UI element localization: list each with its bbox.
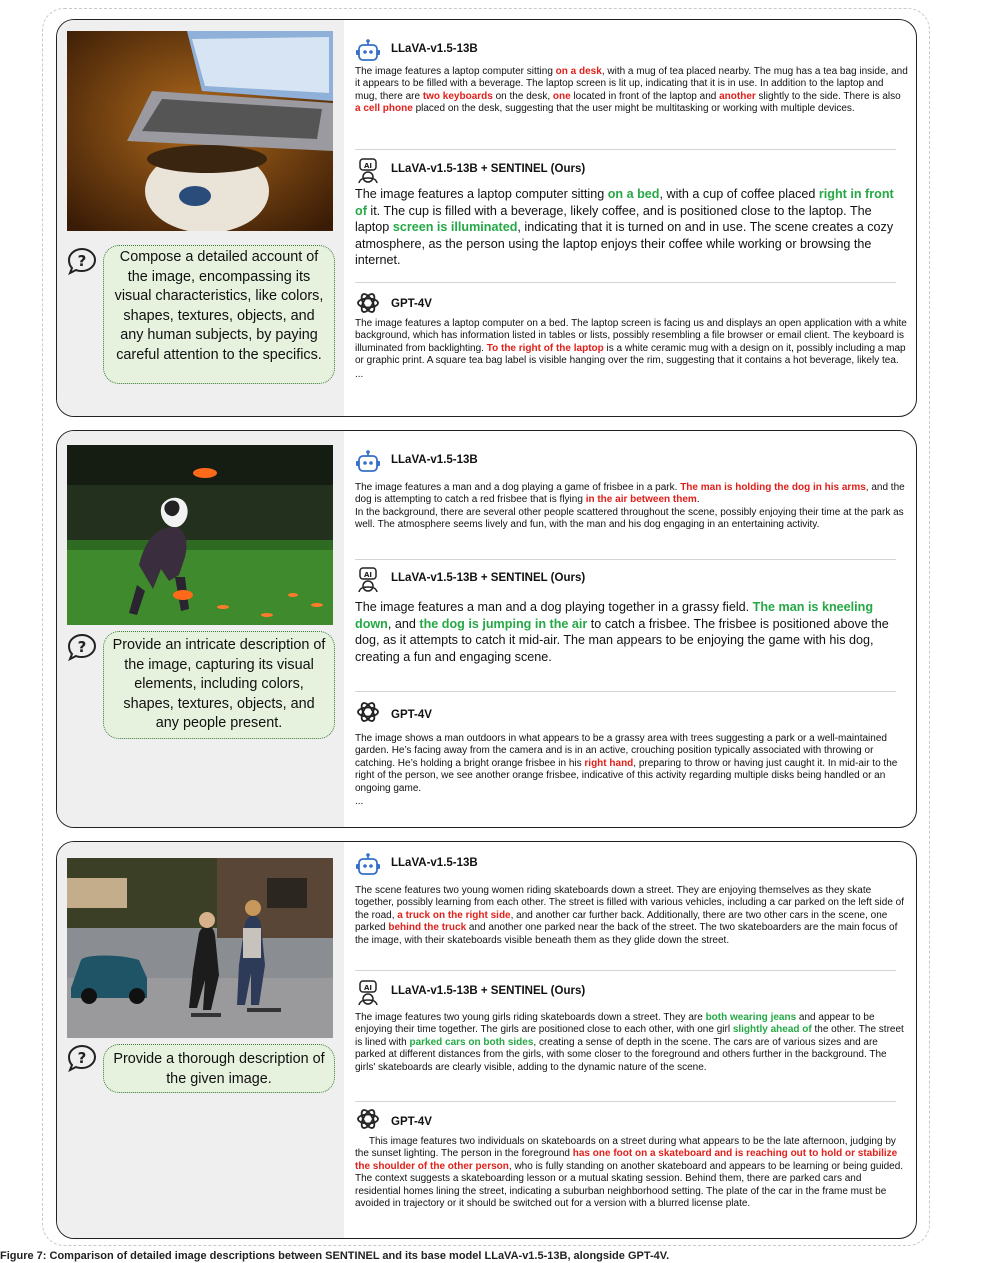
- response-text: The image features a laptop computer sitting on a bed, with a cup of coffee placed right in front of it. The cup is filled with a beverage, likely coffee, and is positioned close to the laptop. The laptop screen is illuminated, indicating that it is turned on and in use. The scene creates a cozy atmosphere, as the person using the laptop enjoys their coffee while working or browsing the internet.: [355, 187, 894, 268]
- ellipsis: ...: [355, 368, 364, 380]
- correct-highlight: the dog is jumping in the air: [419, 616, 588, 631]
- image-prompt-column: [57, 431, 344, 827]
- correct-highlight: The man is kneeling down: [355, 600, 874, 631]
- model-name: LLaVA-v1.5-13B + SENTINEL (Ours): [391, 163, 586, 175]
- example-panel-2: [56, 430, 917, 828]
- question-bubble-icon: [65, 632, 99, 662]
- sentinel-response: [355, 982, 908, 1074]
- response-text: This image features two individuals on skateboards on a street during what appears to be the late afternoon, judging by the sunset lighting. The person in the foreground has one foot on a skateboard and is reaching out to hold or stabilize the shoulder of the other person, who is fully standing on another skateboard and appears to be learning or being guided. The context suggests a skateboarding lesson or a mutual skating session. Behind them, there are parked cars and residential homes lining the street, indicating a suburban neighborhood setting. The plate of the car in the frame must be avoided in trajectory or it should be switched out for a version with a blurred license plate.: [355, 1136, 906, 1210]
- correct-highlight: right in front of: [355, 187, 894, 218]
- ai-robot-icon: [355, 158, 381, 184]
- hallucination-highlight: on a desk: [555, 66, 602, 77]
- hallucination-highlight: behind the truck: [388, 922, 467, 934]
- llava-response: [355, 854, 908, 947]
- response-text: The image features a laptop computer sitting on a desk, with a mug of tea placed nearby. The mug has a tea bag inside, and it appears to be filled with a beverage. The laptop screen is lit up, indicating that it is in use. In addition to the laptop and mug, there are two keyboards on the desk, one located in front of the laptop and another slightly to the side. There is also a cell phone placed on the desk, suggesting that the user might be multitasking or working with multiple devices.: [355, 66, 908, 115]
- model-name: GPT-4V: [391, 709, 432, 721]
- ellipsis: ...: [355, 796, 364, 808]
- hallucination-highlight: The man is holding the dog in his arms: [680, 482, 866, 493]
- hallucination-highlight: a cell phone: [355, 103, 413, 115]
- hallucination-highlight: two keyboards: [422, 90, 493, 102]
- skateboarders-photo: [67, 858, 333, 1038]
- divider: [355, 559, 896, 560]
- gpt4v-response: [355, 292, 908, 381]
- svg-text:AI: AI: [363, 162, 373, 170]
- gpt4v-response: [355, 1108, 908, 1210]
- response-text: The scene features two young women riding skateboards down a street. They are enjoying themselves as they skate together, possibly learning from each other. The street is filled with various vehicles, including a car parked on the left side of the road, a truck on the right side, and another car further back. Additionally, there are two other cars in the scene, one parked behind the truck and another one parked near the back of the street. The two skateboarders are the main focus of the image, with their skateboards visible beneath them as they glide down the street.: [355, 885, 905, 946]
- divider: [355, 970, 896, 971]
- llava-response: [355, 40, 908, 116]
- model-name: LLaVA-v1.5-13B: [391, 857, 478, 869]
- image-prompt-column: [57, 842, 344, 1238]
- ai-robot-icon: [355, 567, 381, 593]
- figure-caption: Figure 7: Comparison of detailed image descriptions between SENTINEL and its base model LLaVA-v1.5-13B, alongside GPT-4V.: [0, 1250, 670, 1262]
- correct-highlight: parked cars on both sides: [409, 1036, 534, 1048]
- prompt-box: Provide a thorough description of the given image.: [103, 1044, 335, 1093]
- correct-highlight: screen is illuminated: [392, 220, 518, 235]
- question-bubble-icon: [65, 1043, 99, 1073]
- laptop-mug-photo: [67, 31, 333, 231]
- model-name: GPT-4V: [391, 1116, 432, 1128]
- sentinel-response: [355, 160, 908, 269]
- hallucination-highlight: another: [719, 90, 756, 102]
- hallucination-highlight: a truck on the right side: [397, 909, 511, 921]
- hallucination-highlight: right hand: [584, 757, 634, 769]
- openai-logo-icon: [355, 290, 381, 316]
- model-name: LLaVA-v1.5-13B: [391, 43, 478, 55]
- hallucination-highlight: To the right of the laptop: [486, 342, 604, 354]
- svg-text:AI: AI: [363, 571, 373, 579]
- image-prompt-column: [57, 20, 344, 416]
- llava-response: [355, 451, 908, 532]
- responses-column: [355, 842, 908, 1238]
- example-panel-1: [56, 19, 917, 417]
- prompt-box: Provide an intricate description of the image, capturing its visual elements, including colors, shapes, textures, objects, and any people present.: [103, 631, 335, 739]
- responses-column: [355, 431, 908, 827]
- divider: [355, 691, 896, 692]
- example-panel-3: [56, 841, 917, 1239]
- response-text: The image features a man and a dog playing a game of frisbee in a park. The man is holding the dog in his arms, and the dog is attempting to catch a red frisbee that is flying in the air between them. In the background, there are several other people scattered throughout the scene, possibly enjoying their time at the park as well. The atmosphere seems lively and fun, with the man and his dog engaging in an entertaining activity.: [355, 482, 905, 531]
- response-text: The image features two young girls riding skateboards down a street. They are both wearing jeans and appear to be enjoying their time together. The girls are positioned close to each other, with one girl slightly ahead of the other. The street is lined with parked cars on both sides, creating a sense of depth in the scene. The cars are of various sizes and are parked at different distances from the girls, with some closer to the foreground and others further in the background. The girls' skateboards are clearly visible, adding to the dynamic nature of the scene.: [355, 1012, 904, 1073]
- divider: [355, 282, 896, 283]
- response-text: The image shows a man outdoors in what appears to be a grassy area with trees suggesting a park or a well-maintained garden. He’s facing away from the camera and is in an active, crouching position typically associated with throwing or catching. He’s holding a bright orange frisbee in his right hand, preparing to throw or having just caught it. In mid-air to the right of the person, we see another orange frisbee, indicative of this activity regarding multiple disks being handled or an ongoing game.: [355, 733, 898, 794]
- response-text: The image features a laptop computer on a bed. The laptop screen is facing us and displays an open application with a white background, which has information listed in tables or lists, possibly resembling a file browser or email client. The keyboard is illuminated from backlighting. To the right of the laptop is a white ceramic mug with a design on it, possibly including a map or graphic print. A square tea bag label is visible hanging over the rim, suggesting that it contains a hot beverage, likely tea.: [355, 318, 907, 367]
- correct-highlight: both wearing jeans: [705, 1012, 797, 1023]
- prompt-box: Compose a detailed account of the image, encompassing its visual characteristics, like colors, shapes, textures, objects, and any human subjects, by paying careful attention to the specifics.: [103, 245, 335, 384]
- robot-icon: [355, 449, 381, 475]
- question-bubble-icon: [65, 246, 99, 276]
- svg-text:?: ?: [77, 1049, 87, 1067]
- gpt4v-response: [355, 701, 908, 808]
- svg-text:AI: AI: [363, 984, 373, 992]
- hallucination-highlight: has one foot on a skateboard and is reaching out to hold or stabilize the shoulder of the other person: [355, 1148, 901, 1172]
- divider: [355, 149, 896, 150]
- openai-logo-icon: [355, 1106, 381, 1132]
- model-name: LLaVA-v1.5-13B + SENTINEL (Ours): [391, 985, 586, 997]
- divider: [355, 1101, 896, 1102]
- svg-text:?: ?: [77, 252, 87, 270]
- correct-highlight: slightly ahead of: [732, 1024, 812, 1036]
- model-name: LLaVA-v1.5-13B + SENTINEL (Ours): [391, 572, 586, 584]
- robot-icon: [355, 852, 381, 878]
- robot-icon: [355, 38, 381, 64]
- hallucination-highlight: one: [552, 90, 571, 102]
- model-name: LLaVA-v1.5-13B: [391, 454, 478, 466]
- sentinel-response: [355, 569, 908, 665]
- ai-robot-icon: [355, 980, 381, 1006]
- correct-highlight: on a bed: [607, 187, 660, 201]
- man-dog-frisbee-photo: [67, 445, 333, 625]
- responses-column: [355, 20, 908, 416]
- model-name: GPT-4V: [391, 298, 432, 310]
- openai-logo-icon: [355, 699, 381, 725]
- svg-text:?: ?: [77, 638, 87, 656]
- response-text: The image features a man and a dog playing together in a grassy field. The man is kneeling down, and the dog is jumping in the air to catch a frisbee. The frisbee is positioned above the dog, as it attempts to catch it mid-air. The man appears to be enjoying the game with his dog, creating a fun and engaging scene.: [355, 600, 889, 664]
- hallucination-highlight: in the air between them: [585, 494, 697, 506]
